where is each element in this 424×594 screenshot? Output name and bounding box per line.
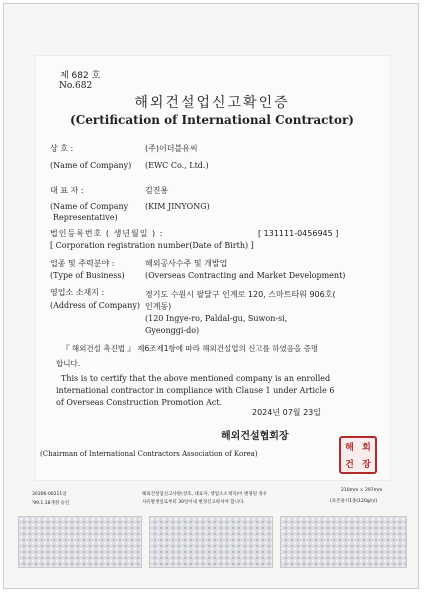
company-value-en: (EWC Co., Ltd.)	[145, 161, 209, 170]
certificate-number-en: No.682	[59, 81, 93, 91]
company-label-en: (Name of Company)	[50, 161, 132, 170]
form-code: 30306-00211일	[32, 492, 67, 497]
address-value-ko-line2: 인계동)	[145, 302, 172, 311]
issuer-title-ko: 해외건설협회장	[221, 431, 289, 442]
footer-note-line2: 사유발생일로부터 30일이내 변경신고하셔야 합니다.	[142, 500, 245, 505]
certificate-title-en: (Certification of International Contractor)	[70, 113, 354, 127]
seal-char: 건	[345, 460, 354, 470]
rep-value-en: (KIM JINYONG)	[145, 202, 210, 211]
company-value-ko: (주)이더블유씨	[145, 144, 198, 153]
rep-label-en-line2: Representative)	[53, 213, 118, 222]
paper-type: (보존용지1종(120g/㎡)	[330, 499, 378, 504]
body-text-en-line2: international contractor in compliance with Clause 1 under Article 6	[56, 386, 335, 395]
security-pattern-strip	[149, 516, 273, 568]
rep-label-en-line1: (Name of Company	[50, 202, 129, 211]
seal-char: 해	[345, 443, 354, 453]
address-label-ko: 영업소 소재지 :	[50, 288, 105, 297]
body-text-en-line3: of Overseas Construction Promotion Act.	[56, 398, 223, 407]
certificate-number-ko: 제 682 호	[60, 71, 101, 81]
address-value-ko-line1: 경기도 수원시 팔달구 인계로 120, 스마트타워 906호(	[145, 290, 336, 299]
rep-label-ko: 대 표 자 :	[50, 186, 84, 195]
business-value-en: (Overseas Contracting and Market Development)	[145, 271, 346, 280]
seal-char: 회	[362, 443, 371, 453]
body-text-en-line1: This is to certify that the above mentioned company is an enrolled	[61, 374, 331, 383]
footer-note-line1: 해외건설업신고사항(상호, 대표자, 영업소소재지)이 변경된 경우	[142, 492, 268, 497]
official-seal-stamp	[339, 436, 377, 474]
reg-label-en: [ Corporation registration number(Date of Birth) ]	[50, 241, 254, 250]
security-pattern-strip	[280, 516, 407, 568]
body-text-ko-line2: 합니다.	[56, 359, 81, 368]
paper-size: 210mm × 297mm	[341, 488, 383, 493]
business-label-ko: 업종 및 주력분야 :	[50, 259, 115, 268]
reg-value: [ 131111-0456945 ]	[258, 229, 339, 238]
business-label-en: (Type of Business)	[50, 271, 125, 280]
security-pattern-strip	[18, 516, 142, 568]
form-approval-date: '99.1.18개정 승인	[32, 501, 70, 506]
address-value-en-line2: Gyeonggi-do)	[145, 326, 200, 335]
address-label-en: (Address of Company)	[50, 301, 140, 310]
business-value-ko: 해외공사수주 및 개발업	[145, 259, 228, 268]
body-text-ko-line1: 『 해외건설 촉진법 』 제6조제1항에 따라 해외건설업의 신고를 하였음을 증명	[62, 344, 319, 353]
rep-value-ko: 김진용	[145, 186, 169, 195]
reg-label-ko: 법인등록번호 ( 생년월일 ) :	[50, 229, 164, 238]
seal-char: 장	[362, 460, 371, 470]
address-value-en-line1: (120 Ingye-ro, Paldal-gu, Suwon-si,	[145, 314, 288, 323]
issue-date: 2024년 07월 23일	[252, 408, 321, 417]
certificate-title-ko: 해외건설업신고확인증	[134, 95, 290, 111]
issuer-title-en: (Chairman of International Contractors Association of Korea)	[40, 450, 258, 458]
company-label-ko: 상 호 :	[50, 144, 74, 153]
